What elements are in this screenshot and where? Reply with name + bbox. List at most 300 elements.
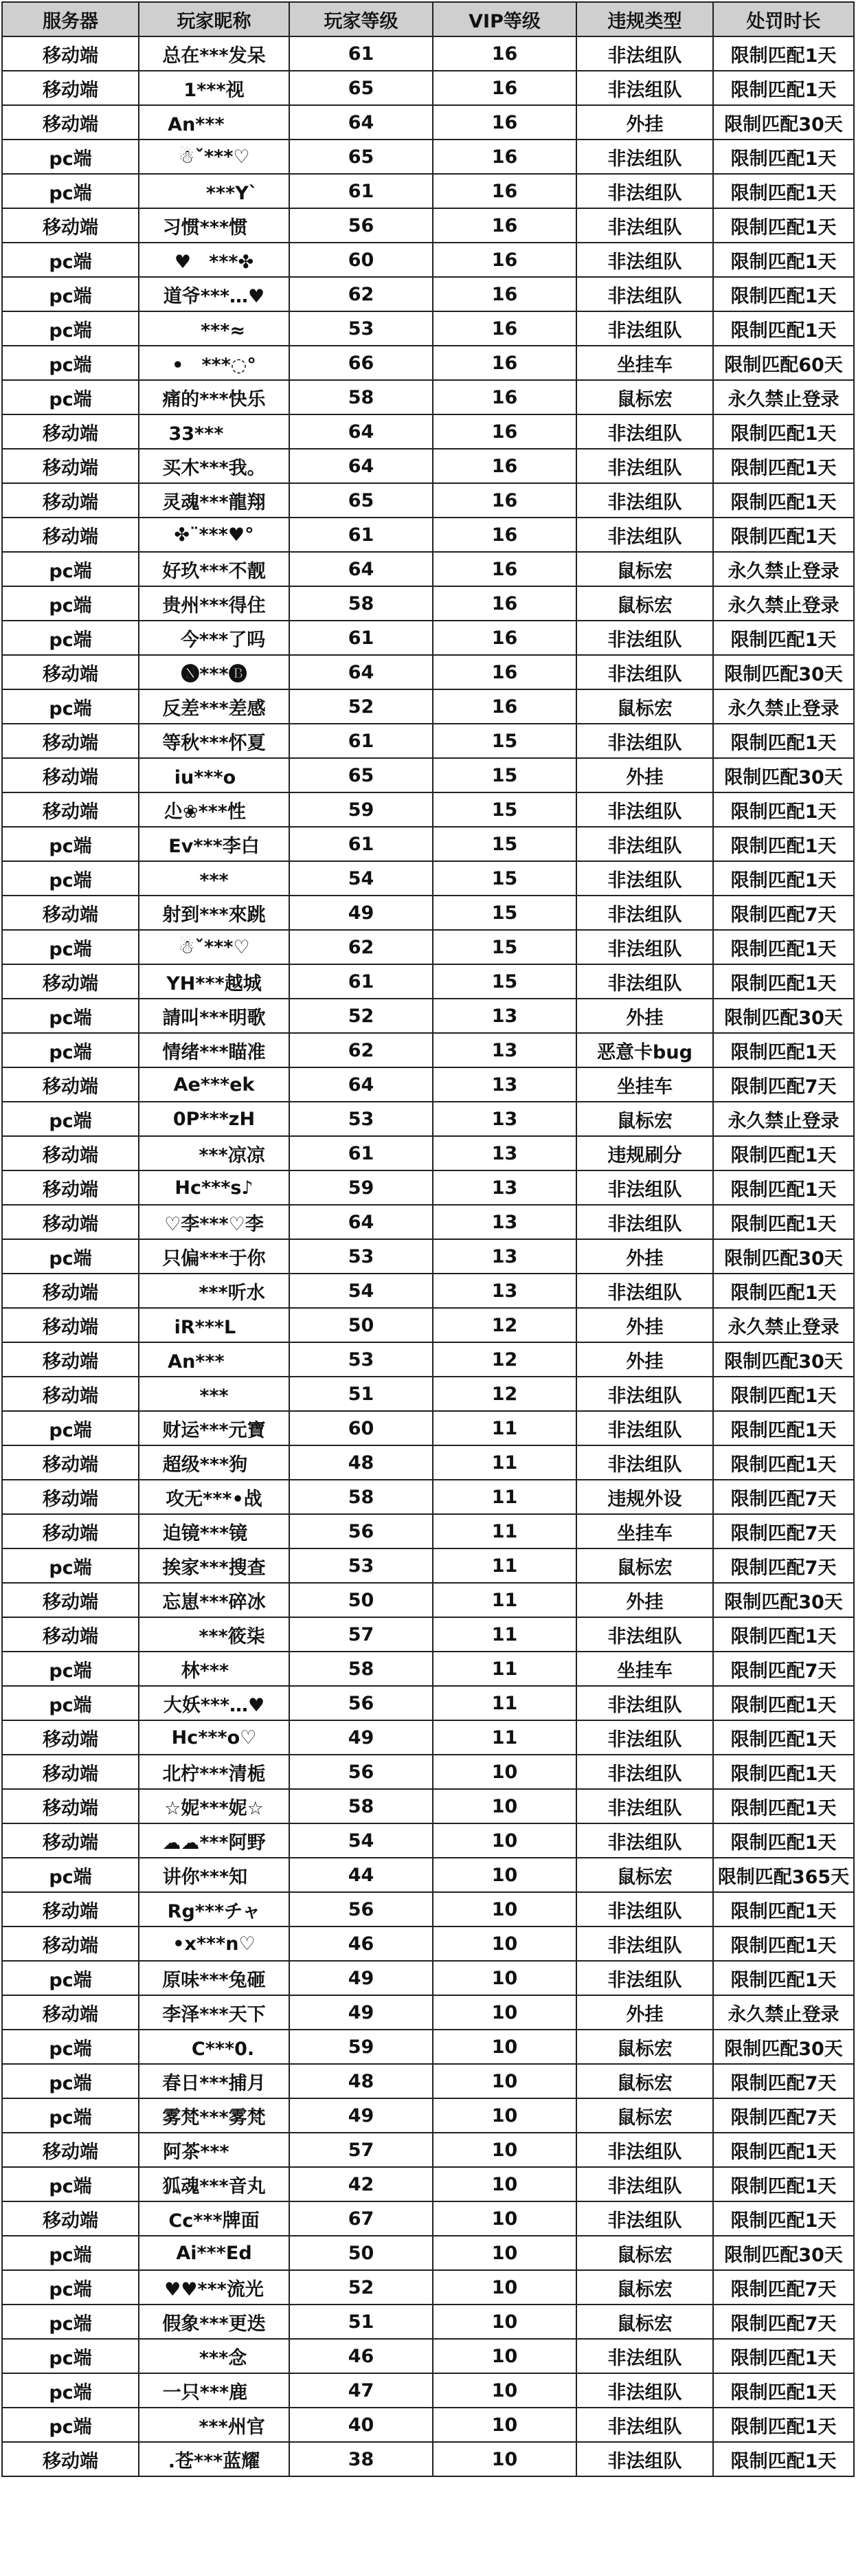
violation-type-cell: 非法组队 <box>576 277 713 311</box>
vip-level-cell: 10 <box>433 1927 576 1961</box>
vip-level-cell: 16 <box>433 243 576 277</box>
violation-type-cell: 坐挂车 <box>576 1514 713 1548</box>
violation-type-cell: 违规刷分 <box>576 1136 713 1170</box>
nickname-cell: 33***ㅤㅤ <box>139 414 289 449</box>
vip-level-cell: 13 <box>433 1102 576 1136</box>
violation-type-cell: 非法组队 <box>576 1892 713 1927</box>
server-cell: 移动端 <box>2 449 139 483</box>
table-row <box>2 1652 854 1686</box>
vip-level-cell: 11 <box>433 1548 576 1583</box>
vip-level-cell: 11 <box>433 1652 576 1686</box>
violation-type-cell: 鼠标宏 <box>576 586 713 621</box>
penalty-duration-cell: 限制匹配7天 <box>713 2305 854 2339</box>
server-cell: pc端 <box>2 1961 139 1995</box>
vip-level-cell: 16 <box>433 655 576 689</box>
violation-type-cell: 非法组队 <box>576 1686 713 1720</box>
table-row <box>2 655 854 689</box>
server-cell: pc端 <box>2 2167 139 2201</box>
nickname-cell: 攻无***•战 <box>139 1480 289 1514</box>
player-level-cell: 56 <box>289 1514 433 1548</box>
table-row <box>2 2270 854 2305</box>
server-cell: 移动端 <box>2 1789 139 1823</box>
server-cell: 移动端 <box>2 2133 139 2167</box>
table-row <box>2 1377 854 1411</box>
nickname-cell: ㅤㅤ***凉凉 <box>139 1136 289 1170</box>
violation-type-cell: 非法组队 <box>576 2373 713 2408</box>
player-level-cell: 53 <box>289 1342 433 1377</box>
player-level-cell: 65 <box>289 71 433 105</box>
nickname-cell: iR***Lㅤ <box>139 1308 289 1342</box>
table-row <box>2 930 854 964</box>
player-level-cell: 50 <box>289 1583 433 1617</box>
player-level-cell: 53 <box>289 311 433 346</box>
nickname-cell: Hc***o♡ <box>139 1720 289 1755</box>
nickname-cell: 总在***发呆 <box>139 36 289 71</box>
violation-type-cell: 非法组队 <box>576 1170 713 1205</box>
penalty-duration-cell: 永久禁止登录 <box>713 1102 854 1136</box>
player-level-cell: 61 <box>289 964 433 999</box>
penalty-duration-cell: 限制匹配1天 <box>713 36 854 71</box>
vip-level-cell: 16 <box>433 552 576 586</box>
penalty-duration-cell: 限制匹配30天 <box>713 2030 854 2064</box>
vip-level-cell: 11 <box>433 1445 576 1480</box>
server-cell: 移动端 <box>2 208 139 243</box>
table-row <box>2 1136 854 1170</box>
nickname-cell: 习惯***惯ㅤ <box>139 208 289 243</box>
nickname-cell: Ev***李白 <box>139 827 289 861</box>
violation-type-cell: 非法组队 <box>576 964 713 999</box>
player-level-cell: 51 <box>289 2305 433 2339</box>
violation-type-cell: 坐挂车 <box>576 1067 713 1102</box>
violation-type-cell: 外挂 <box>576 1995 713 2030</box>
nickname-cell: Hc***s♪ <box>139 1170 289 1205</box>
server-cell: pc端 <box>2 621 139 655</box>
penalty-duration-cell: 限制匹配1天 <box>713 414 854 449</box>
nickname-cell: 灵魂***龍翔 <box>139 483 289 518</box>
penalty-duration-cell: 限制匹配1天 <box>713 827 854 861</box>
vip-level-cell: 13 <box>433 1033 576 1067</box>
player-level-cell: 50 <box>289 1308 433 1342</box>
nickname-cell: 射到***來跳 <box>139 896 289 930</box>
violation-type-cell: 非法组队 <box>576 1789 713 1823</box>
vip-level-cell: 13 <box>433 1170 576 1205</box>
server-cell: 移动端 <box>2 36 139 71</box>
penalty-duration-cell: 限制匹配7天 <box>713 896 854 930</box>
vip-level-cell: 10 <box>433 1823 576 1858</box>
penalty-duration-cell: 限制匹配30天 <box>713 1239 854 1274</box>
nickname-cell: 李泽***天下 <box>139 1995 289 2030</box>
vip-level-cell: 10 <box>433 2305 576 2339</box>
table-row <box>2 1411 854 1445</box>
nickname-cell: 大妖***…♥ <box>139 1686 289 1720</box>
violation-type-cell: 非法组队 <box>576 2408 713 2442</box>
player-level-cell: 58 <box>289 1480 433 1514</box>
table-row <box>2 1892 854 1927</box>
player-level-cell: 50 <box>289 2236 433 2270</box>
table-row <box>2 1170 854 1205</box>
penalty-duration-cell: 限制匹配1天 <box>713 1377 854 1411</box>
vip-level-cell: 16 <box>433 174 576 208</box>
violation-type-cell: 鼠标宏 <box>576 2098 713 2133</box>
violation-type-cell: 非法组队 <box>576 71 713 105</box>
nickname-cell: YH***越城 <box>139 964 289 999</box>
server-cell: pc端 <box>2 1411 139 1445</box>
server-cell: 移动端 <box>2 71 139 105</box>
violation-type-cell: 违规外设 <box>576 1480 713 1514</box>
penalty-duration-cell: 限制匹配1天 <box>713 277 854 311</box>
nickname-cell: ㅤㅤ***ㅤㅤ <box>139 1377 289 1411</box>
server-cell: 移动端 <box>2 792 139 827</box>
nickname-cell: iu***oㅤ <box>139 758 289 792</box>
server-cell: 移动端 <box>2 1755 139 1789</box>
server-cell: pc端 <box>2 1102 139 1136</box>
penalty-table <box>1 1 855 2477</box>
table-row <box>2 1445 854 1480</box>
vip-level-cell: 10 <box>433 2408 576 2442</box>
penalty-duration-cell: 限制匹配1天 <box>713 724 854 758</box>
table-row <box>2 896 854 930</box>
vip-level-cell: 13 <box>433 1274 576 1308</box>
violation-type-cell: 非法组队 <box>576 140 713 174</box>
nickname-cell: 春日***捕月 <box>139 2064 289 2098</box>
penalty-duration-cell: 限制匹配1天 <box>713 1170 854 1205</box>
server-cell: pc端 <box>2 346 139 380</box>
vip-level-cell: 16 <box>433 621 576 655</box>
player-level-cell: 57 <box>289 2133 433 2167</box>
vip-level-cell: 15 <box>433 724 576 758</box>
nickname-cell: 痛的***快乐 <box>139 380 289 414</box>
nickname-cell: An***ㅤㅤ <box>139 1342 289 1377</box>
penalty-duration-cell: 限制匹配1天 <box>713 930 854 964</box>
violation-type-cell: 非法组队 <box>576 518 713 552</box>
violation-type-cell: 非法组队 <box>576 1927 713 1961</box>
table-row <box>2 2201 854 2236</box>
nickname-cell: ✤¨***♥° <box>139 518 289 552</box>
penalty-duration-cell: 限制匹配1天 <box>713 243 854 277</box>
header-nickname: 玩家昵称 <box>139 2 289 36</box>
nickname-cell: 迫镜***镜ㅤ <box>139 1514 289 1548</box>
player-level-cell: 59 <box>289 2030 433 2064</box>
server-cell: 移动端 <box>2 1308 139 1342</box>
penalty-duration-cell: 限制匹配7天 <box>713 1480 854 1514</box>
penalty-duration-cell: 限制匹配365天 <box>713 1858 854 1892</box>
nickname-cell: An***ㅤㅤ <box>139 105 289 140</box>
violation-type-cell: 鼠标宏 <box>576 1102 713 1136</box>
penalty-duration-cell: 永久禁止登录 <box>713 689 854 724</box>
header-penalty-duration: 处罚时长 <box>713 2 854 36</box>
penalty-duration-cell: 限制匹配1天 <box>713 311 854 346</box>
header-row <box>2 2 854 36</box>
penalty-duration-cell: 永久禁止登录 <box>713 586 854 621</box>
vip-level-cell: 13 <box>433 1205 576 1239</box>
violation-type-cell: 鼠标宏 <box>576 1858 713 1892</box>
vip-level-cell: 10 <box>433 1995 576 2030</box>
violation-type-cell: 鼠标宏 <box>576 689 713 724</box>
vip-level-cell: 16 <box>433 71 576 105</box>
table-row <box>2 999 854 1033</box>
penalty-duration-cell: 限制匹配7天 <box>713 1548 854 1583</box>
nickname-cell: ♥♥***流光 <box>139 2270 289 2305</box>
table-row <box>2 1686 854 1720</box>
penalty-duration-cell: 限制匹配30天 <box>713 2236 854 2270</box>
penalty-duration-cell: 限制匹配7天 <box>713 1067 854 1102</box>
player-level-cell: 53 <box>289 1239 433 1274</box>
violation-type-cell: 非法组队 <box>576 1755 713 1789</box>
vip-level-cell: 10 <box>433 2167 576 2201</box>
violation-type-cell: 非法组队 <box>576 1617 713 1652</box>
server-cell: pc端 <box>2 1858 139 1892</box>
penalty-duration-cell: 限制匹配1天 <box>713 1961 854 1995</box>
server-cell: 移动端 <box>2 483 139 518</box>
server-cell: 移动端 <box>2 964 139 999</box>
nickname-cell: 原味***兔砸 <box>139 1961 289 1995</box>
server-cell: pc端 <box>2 1686 139 1720</box>
player-level-cell: 58 <box>289 380 433 414</box>
nickname-cell: ㅤ林***ㅤㅤ <box>139 1652 289 1686</box>
vip-level-cell: 11 <box>433 1514 576 1548</box>
server-cell: 移动端 <box>2 1136 139 1170</box>
vip-level-cell: 10 <box>433 2133 576 2167</box>
vip-level-cell: 10 <box>433 2442 576 2476</box>
nickname-cell: ☆妮***妮☆ <box>139 1789 289 1823</box>
vip-level-cell: 10 <box>433 2236 576 2270</box>
server-cell: 移动端 <box>2 1583 139 1617</box>
nickname-cell: ☃ˇ***♡ <box>139 140 289 174</box>
penalty-duration-cell: 限制匹配1天 <box>713 1205 854 1239</box>
player-level-cell: 58 <box>289 586 433 621</box>
table-row <box>2 792 854 827</box>
player-level-cell: 46 <box>289 2339 433 2373</box>
vip-level-cell: 13 <box>433 999 576 1033</box>
player-level-cell: 60 <box>289 243 433 277</box>
vip-level-cell: 16 <box>433 346 576 380</box>
violation-type-cell: 外挂 <box>576 105 713 140</box>
nickname-cell: 雾梵***雾梵 <box>139 2098 289 2133</box>
table-row <box>2 36 854 71</box>
table-row <box>2 277 854 311</box>
table-row <box>2 827 854 861</box>
nickname-cell: ☃ˇ***♡ <box>139 930 289 964</box>
player-level-cell: 49 <box>289 2098 433 2133</box>
server-cell: 移动端 <box>2 1274 139 1308</box>
server-cell: pc端 <box>2 2030 139 2064</box>
player-level-cell: 64 <box>289 105 433 140</box>
vip-level-cell: 10 <box>433 1961 576 1995</box>
player-level-cell: 64 <box>289 552 433 586</box>
server-cell: pc端 <box>2 2064 139 2098</box>
penalty-duration-cell: 限制匹配1天 <box>713 2339 854 2373</box>
violation-type-cell: 非法组队 <box>576 2339 713 2373</box>
table-row <box>2 2133 854 2167</box>
vip-level-cell: 12 <box>433 1377 576 1411</box>
server-cell: 移动端 <box>2 1617 139 1652</box>
violation-type-cell: 非法组队 <box>576 621 713 655</box>
nickname-cell: 0P***zH <box>139 1102 289 1136</box>
vip-level-cell: 16 <box>433 105 576 140</box>
table-row <box>2 1342 854 1377</box>
vip-level-cell: 15 <box>433 861 576 896</box>
vip-level-cell: 16 <box>433 36 576 71</box>
table-row <box>2 586 854 621</box>
vip-level-cell: 15 <box>433 964 576 999</box>
player-level-cell: 52 <box>289 999 433 1033</box>
table-row <box>2 1961 854 1995</box>
nickname-cell: ☁☁***阿野 <box>139 1823 289 1858</box>
table-row <box>2 1205 854 1239</box>
header-vip-level: VIP等级 <box>433 2 576 36</box>
vip-level-cell: 13 <box>433 1136 576 1170</box>
penalty-duration-cell: 永久禁止登录 <box>713 552 854 586</box>
penalty-duration-cell: 限制匹配1天 <box>713 964 854 999</box>
server-cell: pc端 <box>2 140 139 174</box>
player-level-cell: 52 <box>289 2270 433 2305</box>
server-cell: pc端 <box>2 2270 139 2305</box>
vip-level-cell: 13 <box>433 1239 576 1274</box>
server-cell: 移动端 <box>2 1205 139 1239</box>
table-row <box>2 621 854 655</box>
table-header <box>2 2 854 36</box>
server-cell: 移动端 <box>2 414 139 449</box>
player-level-cell: 61 <box>289 36 433 71</box>
server-cell: pc端 <box>2 1033 139 1067</box>
server-cell: 移动端 <box>2 1445 139 1480</box>
player-level-cell: 49 <box>289 1961 433 1995</box>
vip-level-cell: 12 <box>433 1342 576 1377</box>
violation-type-cell: 非法组队 <box>576 2167 713 2201</box>
player-level-cell: 65 <box>289 140 433 174</box>
penalty-duration-cell: 限制匹配1天 <box>713 71 854 105</box>
vip-level-cell: 10 <box>433 2201 576 2236</box>
violation-type-cell: 外挂 <box>576 1583 713 1617</box>
nickname-cell: ㅤㅤ***念ㅤ <box>139 2339 289 2373</box>
player-level-cell: 49 <box>289 1995 433 2030</box>
nickname-cell: 挨家***搜查 <box>139 1548 289 1583</box>
nickname-cell: ㅤㅤ***听水 <box>139 1274 289 1308</box>
table-row <box>2 1480 854 1514</box>
penalty-duration-cell: 限制匹配1天 <box>713 1136 854 1170</box>
header-server: 服务器 <box>2 2 139 36</box>
vip-level-cell: 16 <box>433 483 576 518</box>
nickname-cell: •x***n♡ <box>139 1927 289 1961</box>
server-cell: pc端 <box>2 586 139 621</box>
vip-level-cell: 10 <box>433 2030 576 2064</box>
player-level-cell: 38 <box>289 2442 433 2476</box>
player-level-cell: 56 <box>289 1892 433 1927</box>
player-level-cell: 48 <box>289 2064 433 2098</box>
player-level-cell: 46 <box>289 1927 433 1961</box>
server-cell: pc端 <box>2 2339 139 2373</box>
violation-type-cell: 外挂 <box>576 999 713 1033</box>
nickname-cell: Ai***Ed <box>139 2236 289 2270</box>
server-cell: pc端 <box>2 311 139 346</box>
penalty-duration-cell: 限制匹配30天 <box>713 105 854 140</box>
server-cell: 移动端 <box>2 1067 139 1102</box>
table-row <box>2 414 854 449</box>
vip-level-cell: 16 <box>433 586 576 621</box>
table-row <box>2 1102 854 1136</box>
player-level-cell: 64 <box>289 1205 433 1239</box>
player-level-cell: 59 <box>289 1170 433 1205</box>
penalty-duration-cell: 限制匹配1天 <box>713 2201 854 2236</box>
nickname-cell: Cc***牌面 <box>139 2201 289 2236</box>
player-level-cell: 58 <box>289 1652 433 1686</box>
player-level-cell: 66 <box>289 346 433 380</box>
vip-level-cell: 11 <box>433 1720 576 1755</box>
penalty-duration-cell: 限制匹配1天 <box>713 1755 854 1789</box>
violation-type-cell: 非法组队 <box>576 1720 713 1755</box>
server-cell: pc端 <box>2 930 139 964</box>
server-cell: pc端 <box>2 2098 139 2133</box>
server-cell: 移动端 <box>2 105 139 140</box>
vip-level-cell: 10 <box>433 1858 576 1892</box>
nickname-cell: 买木***我。 <box>139 449 289 483</box>
table-row <box>2 2064 854 2098</box>
vip-level-cell: 13 <box>433 1067 576 1102</box>
penalty-duration-cell: 限制匹配1天 <box>713 2408 854 2442</box>
penalty-duration-cell: 限制匹配1天 <box>713 1927 854 1961</box>
table-row <box>2 346 854 380</box>
penalty-duration-cell: 限制匹配30天 <box>713 758 854 792</box>
table-row <box>2 140 854 174</box>
server-cell: pc端 <box>2 174 139 208</box>
server-cell: 移动端 <box>2 896 139 930</box>
server-cell: pc端 <box>2 1548 139 1583</box>
nickname-cell: .苍***蓝耀 <box>139 2442 289 2476</box>
table-row <box>2 1995 854 2030</box>
nickname-cell: ♡李***♡李 <box>139 1205 289 1239</box>
vip-level-cell: 10 <box>433 1755 576 1789</box>
server-cell: pc端 <box>2 2373 139 2408</box>
penalty-duration-cell: 限制匹配1天 <box>713 1411 854 1445</box>
server-cell: 移动端 <box>2 518 139 552</box>
table-row <box>2 105 854 140</box>
player-level-cell: 51 <box>289 1377 433 1411</box>
penalty-duration-cell: 限制匹配7天 <box>713 1514 854 1548</box>
server-cell: pc端 <box>2 999 139 1033</box>
vip-level-cell: 16 <box>433 277 576 311</box>
vip-level-cell: 15 <box>433 792 576 827</box>
violation-type-cell: 坐挂车 <box>576 346 713 380</box>
violation-type-cell: 非法组队 <box>576 449 713 483</box>
penalty-duration-cell: 限制匹配1天 <box>713 1274 854 1308</box>
nickname-cell: 超级***狗ㅤ <box>139 1445 289 1480</box>
player-level-cell: 64 <box>289 449 433 483</box>
nickname-cell: 贵州***得住 <box>139 586 289 621</box>
violation-type-cell: 非法组队 <box>576 1823 713 1858</box>
nickname-cell: ㅤㅤ***Y` <box>139 174 289 208</box>
penalty-duration-cell: 限制匹配1天 <box>713 621 854 655</box>
penalty-duration-cell: 限制匹配1天 <box>713 518 854 552</box>
table-row <box>2 2236 854 2270</box>
table-row <box>2 380 854 414</box>
violation-type-cell: 鼠标宏 <box>576 2064 713 2098</box>
vip-level-cell: 10 <box>433 1892 576 1927</box>
penalty-duration-cell: 限制匹配1天 <box>713 1445 854 1480</box>
server-cell: pc端 <box>2 380 139 414</box>
table-row <box>2 2098 854 2133</box>
server-cell: pc端 <box>2 827 139 861</box>
penalty-duration-cell: 限制匹配1天 <box>713 1617 854 1652</box>
vip-level-cell: 16 <box>433 449 576 483</box>
violation-type-cell: 非法组队 <box>576 174 713 208</box>
player-level-cell: 64 <box>289 1067 433 1102</box>
player-level-cell: 61 <box>289 1136 433 1170</box>
nickname-cell: 請叫***明歌 <box>139 999 289 1033</box>
table-row <box>2 174 854 208</box>
penalty-duration-cell: 限制匹配1天 <box>713 861 854 896</box>
vip-level-cell: 10 <box>433 2270 576 2305</box>
penalty-duration-cell: 限制匹配7天 <box>713 2270 854 2305</box>
